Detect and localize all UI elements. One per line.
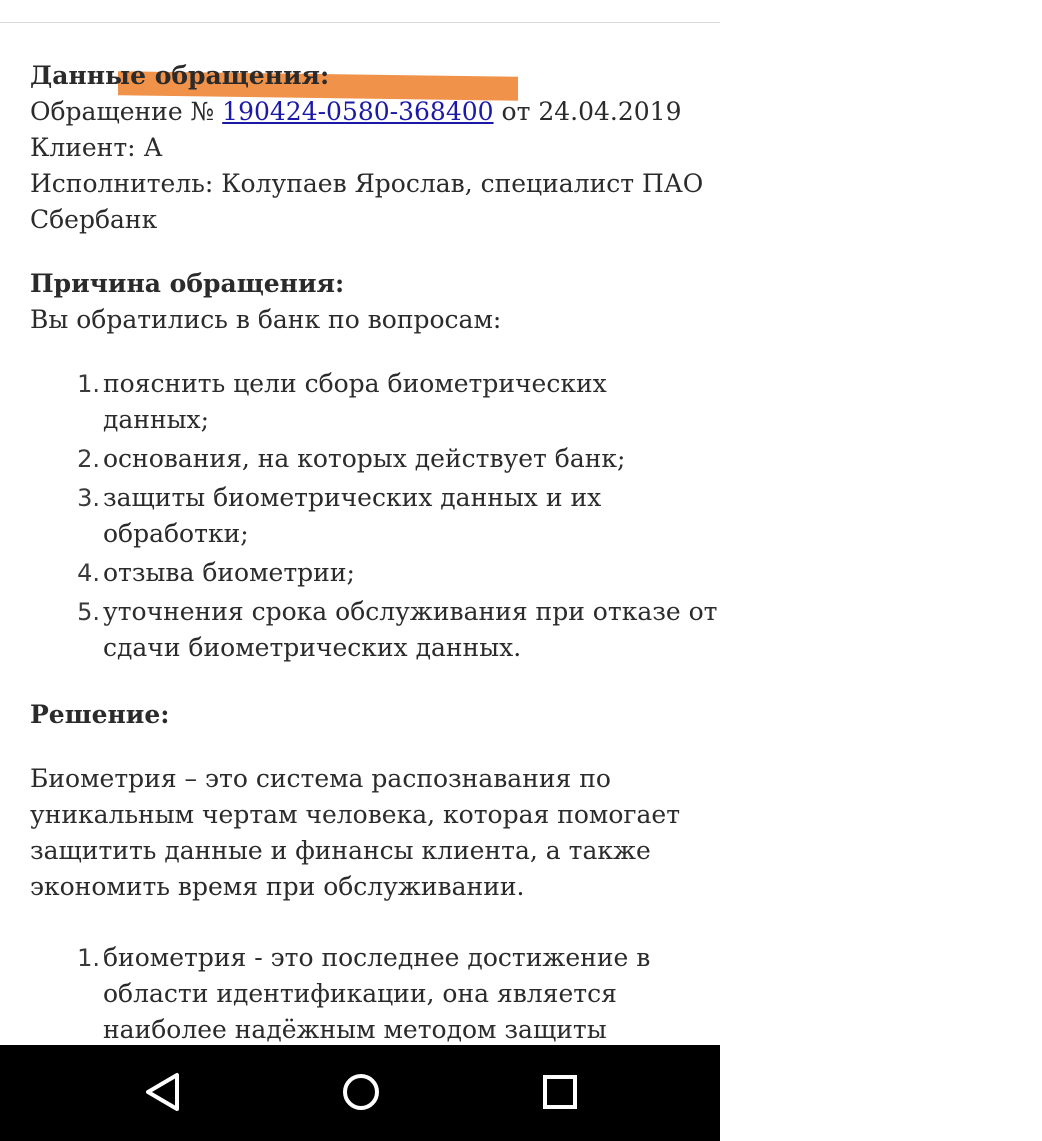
list-item — [30, 480, 683, 552]
list-text: биометрия - это последнее достижение в области идентификации, она является наиболее надёжным методом защиты — [103, 943, 651, 1044]
spacer — [30, 733, 700, 761]
list-item — [30, 555, 700, 591]
spacer — [30, 905, 700, 940]
list-number: 1. — [77, 370, 100, 398]
back-button[interactable] — [138, 1067, 188, 1117]
recents-button[interactable] — [535, 1067, 585, 1117]
list-item — [30, 366, 678, 438]
reason-list — [30, 366, 718, 666]
solution-paragraph — [30, 761, 700, 905]
reason-intro: Вы обратились в банк по вопросам: — [30, 305, 502, 334]
spacer — [30, 338, 700, 366]
list-number: 4. — [77, 559, 100, 587]
recents-square-icon — [535, 1067, 585, 1117]
ticket-number-link[interactable]: 190424-0580-368400 — [222, 97, 494, 126]
executor-line: Исполнитель: Колупаев Ярослав, специалист ПАО — [30, 169, 704, 198]
paragraph-line: Биометрия – это система распознавания по — [30, 764, 611, 793]
client-name-visible: А — [143, 133, 163, 162]
spacer — [30, 238, 700, 266]
list-number: 5. — [77, 598, 100, 626]
ticket-prefix: Обращение № — [30, 97, 215, 126]
list-number: 2. — [77, 445, 100, 473]
solution-heading: Решение: — [30, 700, 170, 729]
paragraph-line: уникальным чертам человека, которая помогает — [30, 800, 681, 829]
executor-line-cont: Сбербанк — [30, 205, 158, 234]
home-button[interactable] — [336, 1067, 386, 1117]
paragraph-line: экономить время при обслуживании. — [30, 872, 525, 901]
data-heading: Данные обращения: — [30, 61, 330, 90]
ticket-date: от 24.04.2019 — [501, 97, 682, 126]
list-number: 1. — [77, 944, 100, 972]
ticket-line — [30, 94, 700, 130]
list-item — [30, 940, 718, 1048]
list-text: защиты биометрических данных и их обработки; — [103, 483, 602, 548]
client-line — [30, 130, 700, 166]
list-number: 3. — [77, 484, 100, 512]
list-text: отзыва биометрии; — [103, 558, 355, 587]
client-label: Клиент: — [30, 133, 136, 162]
spacer — [30, 669, 700, 697]
list-item — [30, 441, 700, 477]
list-item — [30, 594, 720, 666]
back-triangle-icon — [138, 1067, 188, 1117]
reason-heading: Причина обращения: — [30, 269, 345, 298]
paragraph-line: защитить данные и финансы клиента, а также — [30, 836, 651, 865]
list-text: уточнения срока обслуживания при отказе от сдачи биометрических данных. — [103, 597, 718, 662]
system-navigation-bar — [0, 1045, 720, 1141]
message-body — [30, 58, 718, 1051]
solution-list — [30, 940, 700, 1048]
list-text: основания, на которых действует банк; — [103, 444, 626, 473]
top-divider — [0, 22, 720, 23]
list-text: пояснить цели сбора биометрических данных; — [103, 369, 607, 434]
home-circle-icon — [336, 1067, 386, 1117]
